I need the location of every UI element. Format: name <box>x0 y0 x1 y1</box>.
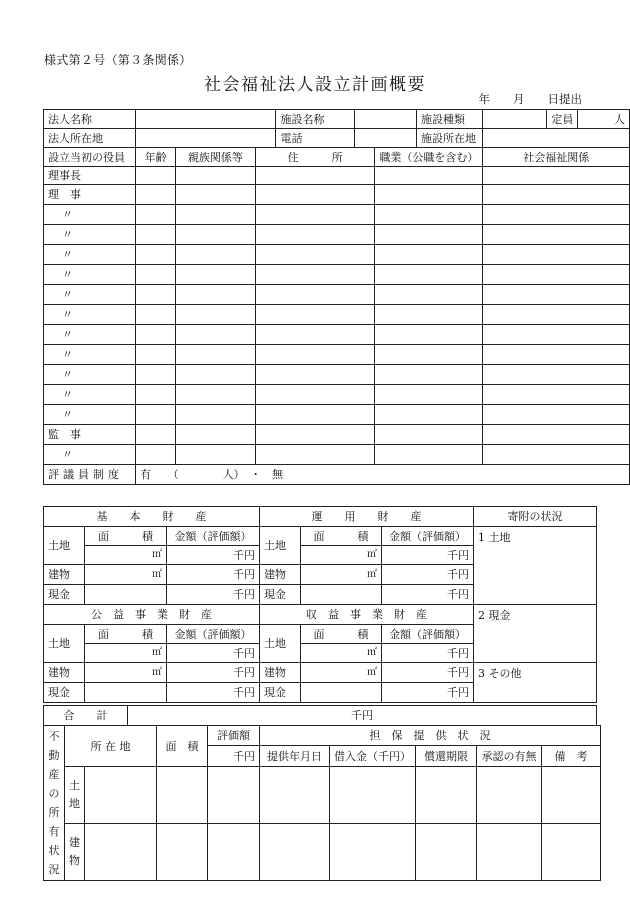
area-header: 面 積 <box>301 625 382 644</box>
donation-cash: 2 現金 <box>474 605 597 663</box>
corp-name-label: 法人名称 <box>44 110 136 129</box>
realestate-table <box>43 725 601 881</box>
cash-label: 現金 <box>260 585 301 605</box>
collateral-col: 備 考 <box>542 746 601 767</box>
corp-address-field[interactable] <box>136 129 276 148</box>
capacity-unit: 人 <box>578 110 630 129</box>
donation-land: 1 土地 <box>474 527 597 605</box>
valuation-header: 評価額 <box>208 726 260 746</box>
form-number: 様式第２号（第３条関係） <box>44 53 192 67</box>
total-label: 合 計 <box>44 706 128 726</box>
building-label: 建物 <box>44 663 85 683</box>
sqm-unit: ㎡ <box>85 663 167 683</box>
amount-header: 金額（評価額） <box>167 625 260 644</box>
area-header: 面 積 <box>157 726 208 767</box>
building-label: 建物 <box>69 836 80 867</box>
council-value[interactable]: 有 （ 人） ・ 無 <box>136 465 630 485</box>
yen-unit: 千円 <box>382 663 474 683</box>
land-label: 土地 <box>260 625 301 663</box>
sqm-unit: ㎡ <box>85 546 167 565</box>
officer-role: 〃 <box>44 325 136 345</box>
area-header: 面 積 <box>85 625 167 644</box>
facility-address-field[interactable] <box>483 129 630 148</box>
assets-table <box>43 506 597 703</box>
yen-unit: 千円 <box>167 644 260 663</box>
header-occupation: 職業（公職を含む） <box>375 148 483 167</box>
yen-unit: 千円 <box>382 565 474 585</box>
yen-unit: 千円 <box>382 644 474 663</box>
sqm-unit: ㎡ <box>301 565 382 585</box>
amount-header: 金額（評価額） <box>382 527 474 546</box>
land-label: 土地 <box>69 779 80 810</box>
area-header: 面 積 <box>301 527 382 546</box>
officer-role: 〃 <box>44 225 136 245</box>
officer-role: 〃 <box>44 365 136 385</box>
yen-unit: 千円 <box>167 585 260 605</box>
amount-header: 金額（評価額） <box>167 527 260 546</box>
building-label: 建物 <box>260 565 301 585</box>
collateral-col: 承認の有無 <box>477 746 542 767</box>
officer-role: 〃 <box>44 305 136 325</box>
building-label: 建物 <box>260 663 301 683</box>
sqm-unit: ㎡ <box>301 663 382 683</box>
officers-table <box>43 109 630 485</box>
yen-unit: 千円 <box>382 585 474 605</box>
officer-role: 〃 <box>44 265 136 285</box>
officer-role: 〃 <box>44 385 136 405</box>
header-welfare: 社会福祉関係 <box>483 148 630 167</box>
yen-unit: 千円 <box>167 663 260 683</box>
amount-header: 金額（評価額） <box>382 625 474 644</box>
profit-assets-title: 収 益 事 業 財 産 <box>260 605 474 625</box>
header-relation: 親族関係等 <box>175 148 255 167</box>
basic-assets-title: 基 本 財 産 <box>44 507 260 527</box>
yen-unit: 千円 <box>382 546 474 565</box>
sqm-unit: ㎡ <box>301 546 382 565</box>
phone-field[interactable] <box>355 129 417 148</box>
header-officer: 設立当初の役員 <box>44 148 136 167</box>
realestate-side-label: 不動産の所有状況 <box>48 730 60 876</box>
yen-unit: 千円 <box>382 683 474 703</box>
donation-title: 寄附の状況 <box>474 507 597 527</box>
submission-date: 年 月 日提出 <box>478 92 582 106</box>
public-assets-title: 公 益 事 業 財 産 <box>44 605 260 625</box>
officer-role: 監 事 <box>44 425 136 445</box>
cash-label: 現金 <box>44 683 85 703</box>
officer-role: 〃 <box>44 245 136 265</box>
facility-name-field[interactable] <box>355 110 417 129</box>
building-label: 建物 <box>44 565 85 585</box>
capacity-label: 定員 <box>547 110 578 129</box>
donation-other: 3 その他 <box>474 663 597 703</box>
officer-role: 〃 <box>44 205 136 225</box>
collateral-col: 借入金（千円） <box>330 746 416 767</box>
collateral-col: 償還期限 <box>416 746 477 767</box>
officer-role: 〃 <box>44 405 136 425</box>
council-label: 評議員制度 <box>44 465 136 485</box>
land-label: 土地 <box>260 527 301 565</box>
facility-type-label: 施設種類 <box>416 110 482 129</box>
officer-role: 〃 <box>44 445 136 465</box>
yen-unit: 千円 <box>167 546 260 565</box>
header-address: 住 所 <box>255 148 375 167</box>
facility-name-label: 施設名称 <box>276 110 355 129</box>
location-header: 所 在 地 <box>65 726 157 767</box>
land-label: 土地 <box>44 625 85 663</box>
officer-role: 〃 <box>44 345 136 365</box>
officer-role: 理事長 <box>44 167 136 185</box>
land-label: 土地 <box>44 527 85 565</box>
yen-unit: 千円 <box>167 683 260 703</box>
header-age: 年齢 <box>136 148 176 167</box>
facility-address-label: 施設所在地 <box>416 129 482 148</box>
sqm-unit: ㎡ <box>85 565 167 585</box>
officer-role: 〃 <box>44 285 136 305</box>
area-header: 面 積 <box>85 527 167 546</box>
collateral-title: 担 保 提 供 状 況 <box>260 726 601 746</box>
page-title: 社会福祉法人設立計画概要 <box>204 75 426 95</box>
sqm-unit: ㎡ <box>85 644 167 663</box>
cash-label: 現金 <box>260 683 301 703</box>
collateral-col: 提供年月日 <box>260 746 330 767</box>
yen-unit: 千円 <box>167 565 260 585</box>
total-unit: 千円 <box>128 706 597 726</box>
officer-role: 理 事 <box>44 185 136 205</box>
phone-label: 電話 <box>276 129 355 148</box>
cash-label: 現金 <box>44 585 85 605</box>
corp-name-field[interactable] <box>136 110 276 129</box>
corp-address-label: 法人所在地 <box>44 129 136 148</box>
sqm-unit: ㎡ <box>301 644 382 663</box>
operating-assets-title: 運 用 財 産 <box>260 507 474 527</box>
facility-type-field[interactable] <box>483 110 547 129</box>
valuation-unit: 千円 <box>208 746 260 767</box>
total-table <box>43 705 597 726</box>
